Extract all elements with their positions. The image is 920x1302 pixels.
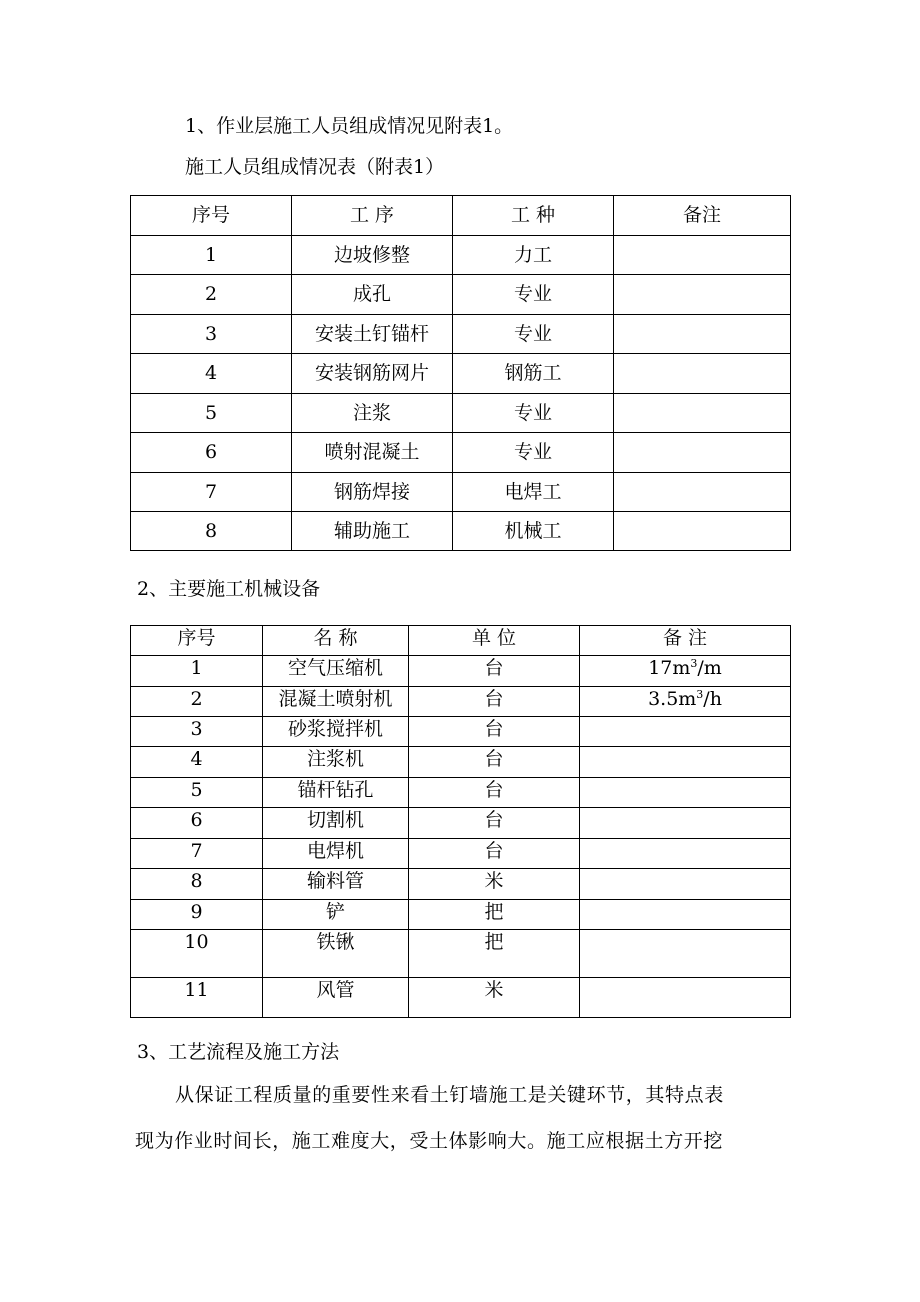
table-row	[131, 687, 791, 717]
table-cell: 机械工	[453, 512, 614, 551]
table-cell	[614, 512, 791, 551]
table-cell	[614, 433, 791, 473]
table-cell	[614, 394, 791, 433]
table-row	[131, 315, 791, 354]
section1-text: 1、作业层施工人员组成情况见附表1。	[185, 115, 514, 137]
table-row	[131, 978, 791, 1018]
table-row	[131, 717, 791, 747]
table-cell: 铁锹	[263, 930, 409, 978]
table-cell: 10	[131, 930, 263, 978]
table-cell: 11	[131, 978, 263, 1018]
table-cell: 钢筋工	[453, 354, 614, 394]
table-cell: 注浆机	[263, 747, 409, 778]
table-cell	[580, 900, 791, 930]
section2-title: 2、主要施工机械设备	[137, 578, 321, 600]
table-cell: 切割机	[263, 808, 409, 839]
table-row	[131, 236, 791, 275]
table-cell: 钢筋焊接	[292, 473, 453, 512]
table-header-cell: 序号	[131, 626, 263, 656]
table-cell	[580, 839, 791, 869]
body-line-2: 现为作业时间长，施工难度大，受土体影响大。施工应根据土方开挖	[135, 1130, 724, 1152]
table-row	[131, 778, 791, 808]
table-cell: 注浆	[292, 394, 453, 433]
table-header-cell: 序号	[131, 196, 292, 236]
table-row	[131, 512, 791, 551]
table-cell: 专业	[453, 394, 614, 433]
table-header-cell: 备 注	[580, 626, 791, 656]
table-cell: 8	[131, 512, 292, 551]
table-cell: 空气压缩机	[263, 656, 409, 687]
table-cell: 台	[409, 808, 580, 839]
table-cell	[580, 808, 791, 839]
table-row	[131, 930, 791, 978]
table-cell: 8	[131, 869, 263, 900]
table-cell	[580, 978, 791, 1018]
table-cell: 专业	[453, 275, 614, 315]
table-header-row	[131, 196, 791, 236]
table-cell: 专业	[453, 315, 614, 354]
table-cell: 风管	[263, 978, 409, 1018]
table-cell: 台	[409, 656, 580, 687]
table-cell: 成孔	[292, 275, 453, 315]
table-header-cell: 工 种	[453, 196, 614, 236]
table-cell: 1	[131, 656, 263, 687]
table-header-cell: 工 序	[292, 196, 453, 236]
table-cell: 台	[409, 778, 580, 808]
table-cell: 电焊机	[263, 839, 409, 869]
table-cell: 2	[131, 687, 263, 717]
table-cell	[614, 315, 791, 354]
table-cell: 电焊工	[453, 473, 614, 512]
table-cell: 铲	[263, 900, 409, 930]
table-cell: 7	[131, 473, 292, 512]
table-cell	[580, 717, 791, 747]
table-header-cell: 备注	[614, 196, 791, 236]
table-row	[131, 354, 791, 394]
table-header-cell: 单 位	[409, 626, 580, 656]
table-cell: 米	[409, 978, 580, 1018]
table-cell: $17m^3/m$	[580, 656, 791, 687]
table-cell	[580, 778, 791, 808]
table-row	[131, 275, 791, 315]
table-row	[131, 839, 791, 869]
body-line-1: 从保证工程质量的重要性来看土钉墙施工是关键环节，其特点表	[175, 1084, 724, 1106]
table-cell	[614, 275, 791, 315]
table-row	[131, 473, 791, 512]
table-cell: 专业	[453, 433, 614, 473]
table-cell	[614, 236, 791, 275]
table-cell	[580, 869, 791, 900]
table-cell: 混凝土喷射机	[263, 687, 409, 717]
table-cell	[580, 930, 791, 978]
table-cell: $3.5m^3/h$	[580, 687, 791, 717]
table1-caption: 施工人员组成情况表（附表1）	[185, 156, 445, 178]
table-row	[131, 869, 791, 900]
table-cell: 1	[131, 236, 292, 275]
table-cell: 把	[409, 930, 580, 978]
table-row	[131, 656, 791, 687]
table-cell: 安装钢筋网片	[292, 354, 453, 394]
table-row	[131, 808, 791, 839]
table-header-cell: 名 称	[263, 626, 409, 656]
table-cell: 米	[409, 869, 580, 900]
table-cell: 台	[409, 839, 580, 869]
table-cell: 辅助施工	[292, 512, 453, 551]
table-cell: 喷射混凝土	[292, 433, 453, 473]
table-row	[131, 394, 791, 433]
table-cell: 4	[131, 747, 263, 778]
table-cell: 5	[131, 394, 292, 433]
table-cell: 6	[131, 808, 263, 839]
equipment-table	[130, 625, 791, 1018]
table-cell: 边坡修整	[292, 236, 453, 275]
table-row	[131, 900, 791, 930]
table-header-row	[131, 626, 791, 656]
personnel-table	[130, 195, 791, 551]
table-cell	[614, 473, 791, 512]
table-cell: 5	[131, 778, 263, 808]
table-cell: 输料管	[263, 869, 409, 900]
table-cell: 3	[131, 717, 263, 747]
table-cell: 2	[131, 275, 292, 315]
table-cell	[580, 747, 791, 778]
table-row	[131, 433, 791, 473]
table-cell	[614, 354, 791, 394]
table-cell: 7	[131, 839, 263, 869]
table-cell: 台	[409, 717, 580, 747]
table-cell: 力工	[453, 236, 614, 275]
table-cell: 台	[409, 687, 580, 717]
table-cell: 6	[131, 433, 292, 473]
section3-title: 3、工艺流程及施工方法	[137, 1041, 340, 1063]
table-cell: 4	[131, 354, 292, 394]
table-cell: 9	[131, 900, 263, 930]
table-cell: 3	[131, 315, 292, 354]
table-cell: 台	[409, 747, 580, 778]
table-cell: 安装土钉锚杆	[292, 315, 453, 354]
table-cell: 把	[409, 900, 580, 930]
table-cell: 砂浆搅拌机	[263, 717, 409, 747]
table-cell: 锚杆钻孔	[263, 778, 409, 808]
table-row	[131, 747, 791, 778]
